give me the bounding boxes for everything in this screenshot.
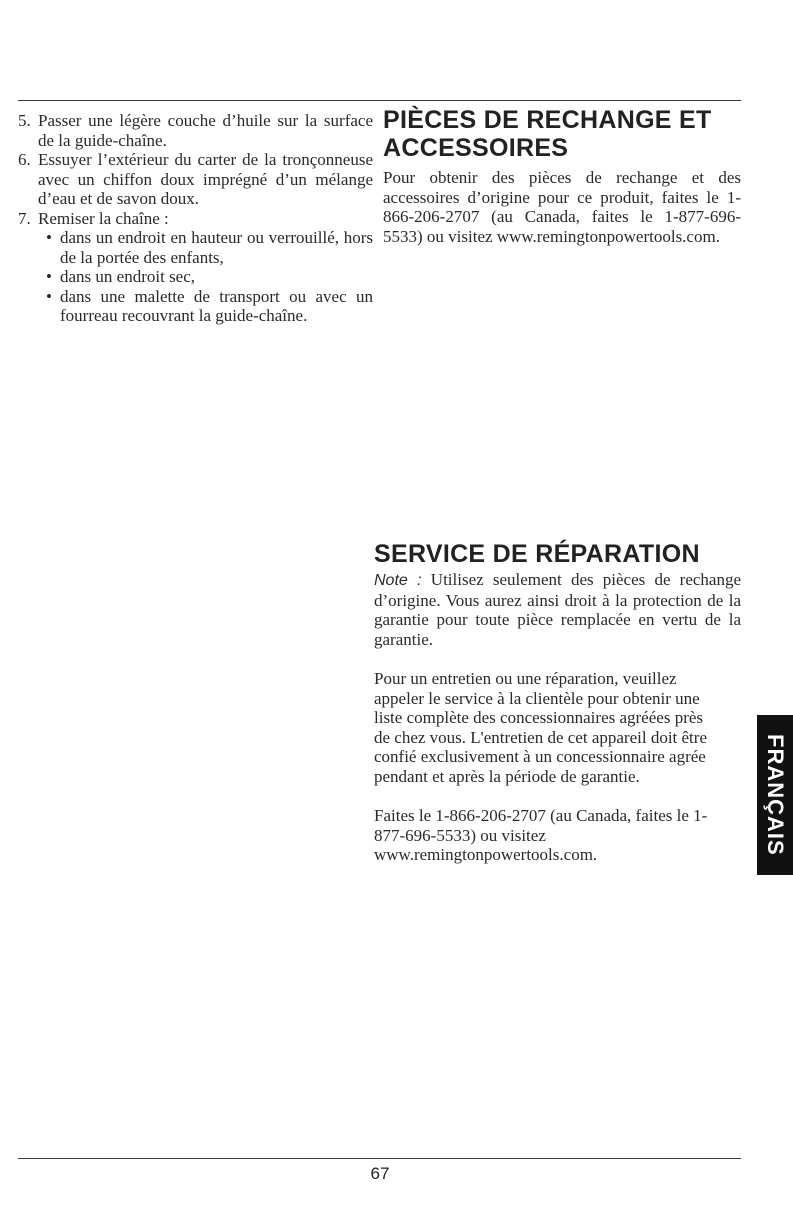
maintenance-steps	[18, 111, 373, 326]
step-text: Remiser la chaîne :	[38, 208, 169, 228]
list-item	[38, 228, 373, 267]
list-item	[38, 287, 373, 326]
service-section	[374, 540, 741, 865]
list-item-text: dans une malette de transport ou avec un fourreau recouvrant la guide-chaîne.	[60, 286, 373, 325]
step-text: Essuyer l’extérieur du carter de la tronçonneuse avec un chiffon doux imprégné d’un mélange d’eau et de savon doux.	[38, 150, 373, 208]
parts-heading-line1: PIÈCES DE RECHANGE ET	[383, 106, 712, 134]
note-text: Utilisez seulement des pièces de rechange d’origine. Vous aurez ainsi droit à la protection de la garantie pour toute pièce remplacée en vertu de la garantie.	[374, 570, 742, 649]
step-item	[18, 150, 373, 209]
service-paragraph-2: Faites le 1-866-206-2707 (au Canada, faites le 1-877-696-5533) ou visitez www.remingtonpowertools.com.	[374, 806, 708, 864]
list-item-text: dans un endroit en hauteur ou verrouillé, hors de la portée des enfants,	[60, 228, 373, 267]
bottom-rule	[18, 1158, 741, 1159]
parts-body: Pour obtenir des pièces de rechange et des accessoires d’origine pour ce produit, faites le 1-866-206-2707 (au Canada, faites le 1-877-696-5533) ou visitez www.remingtonpowertools.com.	[383, 168, 741, 246]
parts-section	[383, 106, 741, 246]
bullet-icon: •	[46, 228, 52, 247]
parts-heading-line2: ACCESSOIRES	[383, 134, 569, 162]
list-item-text: dans un endroit sec,	[60, 267, 196, 286]
parts-heading	[383, 106, 741, 162]
service-note	[374, 570, 741, 649]
language-tab	[757, 715, 793, 875]
step-item	[18, 209, 373, 326]
service-paragraph-1: Pour un entretien ou une réparation, veuillez appeler le service à la clientèle pour obtenir une liste complète des concessionnaires agréées près de chez vous. L'entretien de cet appareil doit être confié exclusivement à un concessionnaire agrée pendant et après la période de garantie.	[374, 669, 707, 786]
top-rule	[18, 100, 741, 101]
step-text: Passer une légère couche d’huile sur la surface de la guide-chaîne.	[38, 111, 373, 150]
list-item	[38, 267, 373, 287]
bullet-icon: •	[46, 267, 52, 286]
storage-options-list	[38, 228, 373, 326]
language-tab-label: FRANÇAIS	[763, 734, 788, 856]
page-number: 67	[370, 1164, 390, 1183]
note-label: Note :	[374, 572, 422, 589]
steps-list	[18, 111, 373, 326]
step-number: 5.	[18, 111, 31, 130]
bullet-icon: •	[46, 286, 52, 306]
step-number: 7.	[18, 208, 31, 228]
step-number: 6.	[18, 150, 31, 169]
step-item	[18, 111, 373, 150]
service-heading: SERVICE DE RÉPARATION	[374, 540, 700, 568]
